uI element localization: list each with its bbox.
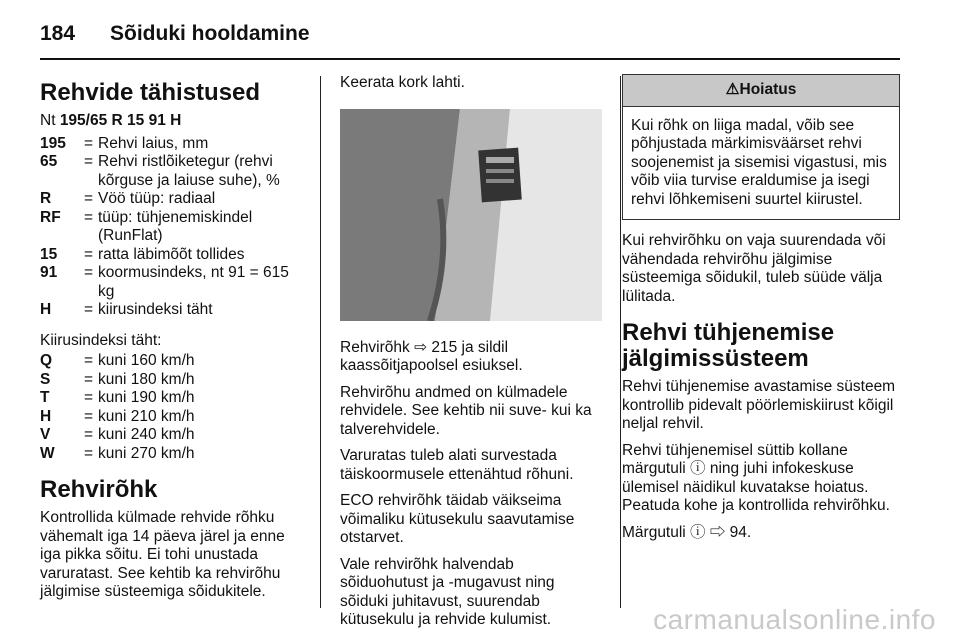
definition-row <box>40 190 302 209</box>
section-heading: Rehvirõhk <box>40 476 158 503</box>
definition-key: R <box>40 190 52 207</box>
equals-sign: = <box>84 190 94 207</box>
definition-key: Q <box>40 352 53 369</box>
watermark: carmanualsonline.info <box>653 604 936 635</box>
warning-text: Kui rõhk on liiga madal, võib see põhjustada märkimisväärset rehvi soojenemist ja sisemisi vigastusi, mis võib viia turvise eraldumise ja isegi rehvi lõhkemiseni suurtel kiirustel. <box>631 116 887 208</box>
definition-value: Rehvi laius, mm <box>98 134 209 152</box>
definition-value: kuni 190 km/h <box>98 389 195 406</box>
definition-value: tüüp: tühjenemiskindel (RunFlat) <box>98 208 253 244</box>
paragraph: Rehvi tühjenemisel süttib kollane märgutuli ⓘ ning juhi infokeskuse ülemisel näidikul kuvatakse hoiatus. Peatuda kohe ja kontrollida rehvirõhku. <box>622 441 890 514</box>
definition-value: kuni 240 km/h <box>98 426 195 443</box>
definition-value: kuni 180 km/h <box>98 370 195 388</box>
equals-sign: = <box>84 407 94 425</box>
definition-key: 15 <box>40 245 58 263</box>
equals-sign: = <box>84 264 94 281</box>
column-2 <box>340 74 602 638</box>
equals-sign: = <box>84 352 94 369</box>
definition-value: ratta läbimõõt tollides <box>98 245 245 263</box>
equals-sign: = <box>84 208 94 226</box>
paragraph: Kontrollida külmade rehvide rõhku vähemalt iga 14 päeva järel ja enne iga pikka sõitu. Ei tohi unustada varuratast. See kehtib ka rehvirõhu jälgimise süsteemiga sõidukitele. <box>40 509 285 600</box>
column-1 <box>40 74 302 610</box>
definition-row <box>40 426 302 445</box>
paragraph: Märgutuli ⓘ ⇨ 94. <box>622 523 752 541</box>
page-header <box>40 18 310 50</box>
definition-row <box>40 209 302 246</box>
definition-key: H <box>40 301 52 318</box>
definition-row <box>40 371 302 390</box>
definition-value: koormusindeks, nt 91 = 615 kg <box>98 264 289 300</box>
paragraph: Vale rehvirõhk halvendab sõiduohutust ja -mugavust ning sõiduki juhitavust, suurendab kütusekulu ja rehvide kulumist. <box>340 555 555 628</box>
equals-sign: = <box>84 426 94 443</box>
definition-key: 65 <box>40 153 58 170</box>
definition-value: kuni 270 km/h <box>98 444 195 462</box>
equals-sign: = <box>84 301 94 318</box>
equals-sign: = <box>84 153 94 170</box>
paragraph: ECO rehvirõhk täidab väikseima võimaliku kütusekulu saavutamise otstarvet. <box>340 492 575 546</box>
definition-row <box>40 153 302 190</box>
definition-value: kiirusindeksi täht <box>98 301 213 318</box>
definition-key: H <box>40 407 52 425</box>
definition-row <box>40 264 302 301</box>
definition-key: RF <box>40 208 61 226</box>
header-rule <box>40 58 900 60</box>
definition-value: Vöö tüüp: radiaal <box>98 190 216 207</box>
definition-value: Rehvi ristlõiketegur (rehvi kõrguse ja laiuse suhe), % <box>98 153 280 189</box>
definition-row <box>40 246 302 265</box>
warning-box <box>622 74 900 220</box>
warning-title: ⚠Hoiatus <box>623 75 899 107</box>
door-label-illustration <box>340 109 602 321</box>
paragraph: Rehvi tühjenemise avastamise süsteem kontrollib pidevalt pöörlemiskiirust kõigil neljal rehvil. <box>622 378 896 432</box>
speed-intro: Kiirusindeksi täht: <box>40 331 162 349</box>
definition-key: T <box>40 389 50 406</box>
column-divider <box>320 76 321 608</box>
example-line <box>40 112 302 131</box>
speed-index-list <box>40 352 302 463</box>
definition-key: S <box>40 370 51 388</box>
paragraph: Keerata kork lahti. <box>340 74 465 91</box>
column-divider <box>620 76 621 608</box>
tire-code-definitions <box>40 135 302 320</box>
chapter-title: Sõiduki hooldamine <box>110 22 310 45</box>
paragraph: Kui rehvirõhku on vaja suurendada või vähendada rehvirõhu jälgimise süsteemiga sõidukil, tuleb süüde välja lülitada. <box>622 232 886 305</box>
definition-value: kuni 210 km/h <box>98 407 195 425</box>
definition-key: W <box>40 444 55 462</box>
equals-sign: = <box>84 389 94 406</box>
door-label-photo <box>340 109 602 321</box>
example-prefix: Nt <box>40 112 60 129</box>
page-number: 184 <box>40 22 76 45</box>
definition-value: kuni 160 km/h <box>98 352 195 369</box>
equals-sign: = <box>84 444 94 462</box>
paragraph: Varuratas tuleb alati survestada täiskoormusele ettenähtud rõhuni. <box>340 447 574 483</box>
definition-key: V <box>40 426 51 443</box>
definition-row <box>40 389 302 408</box>
section-heading: Rehvide tähistused <box>40 79 261 106</box>
paragraph: Rehvirõhu andmed on külmadele rehvidele. See kehtib nii suve- kui ka talverehvidele. <box>340 383 592 438</box>
definition-row <box>40 408 302 427</box>
definition-key: 195 <box>40 134 66 152</box>
definition-key: 91 <box>40 264 58 281</box>
definition-row <box>40 352 302 371</box>
definition-row <box>40 445 302 464</box>
equals-sign: = <box>84 245 94 263</box>
equals-sign: = <box>84 370 94 388</box>
column-3 <box>622 74 900 550</box>
example-value: 195/65 R 15 91 H <box>59 112 182 129</box>
equals-sign: = <box>84 134 94 152</box>
section-heading: Rehvi tühjenemise jälgimissüsteem <box>622 319 835 372</box>
definition-row <box>40 135 302 154</box>
definition-row <box>40 301 302 320</box>
paragraph: Rehvirõhk ⇨ 215 ja sildil kaassõitjapoolsel esiuksel. <box>340 338 523 374</box>
